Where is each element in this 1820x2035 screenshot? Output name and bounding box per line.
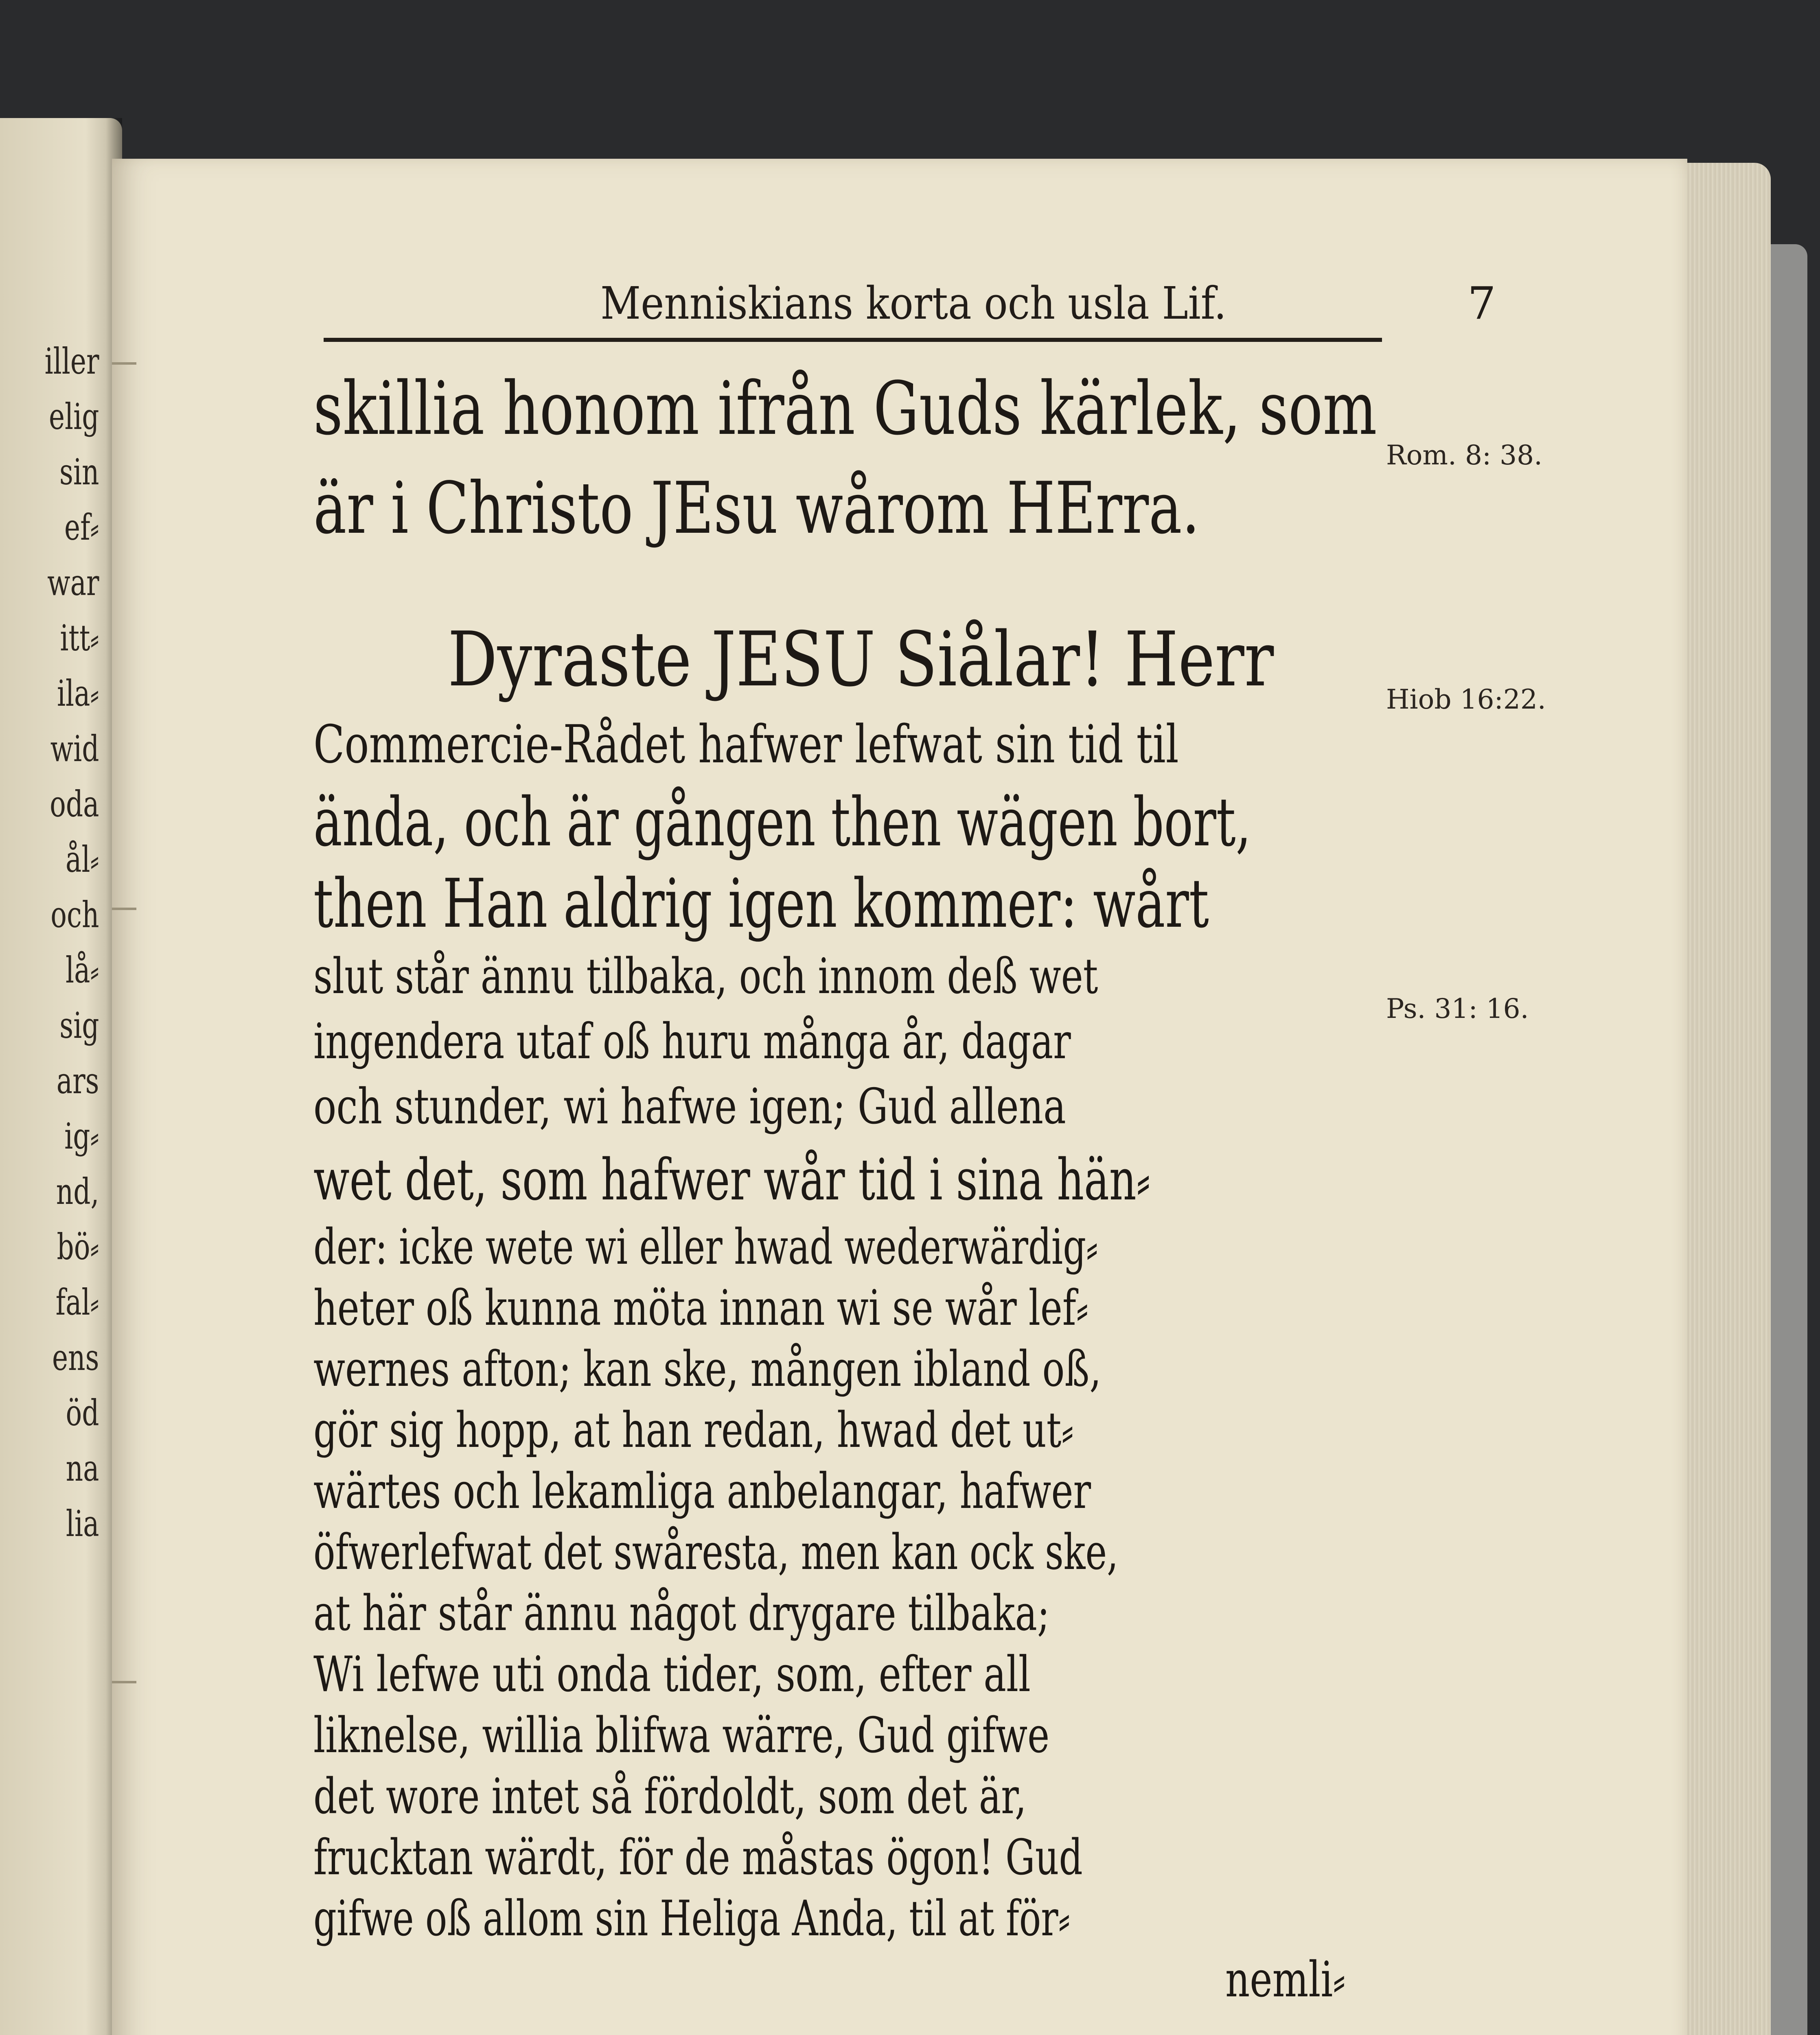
facing-page-fragment: ila⸗ bbox=[57, 672, 99, 714]
binding-stitch bbox=[112, 908, 136, 910]
facing-page-fragment: lå⸗ bbox=[66, 949, 99, 991]
body-line: Wi lefwe uti onda tider, som, efter all bbox=[313, 1646, 1031, 1703]
facing-page-fragment: ars bbox=[56, 1060, 99, 1102]
body-line: at här står ännu något drygare tilbaka; bbox=[313, 1585, 1050, 1642]
body-line: frucktan wärdt, för de måstas ögon! Gud bbox=[313, 1829, 1083, 1886]
facing-page-fragment: wid bbox=[50, 728, 99, 770]
book-page bbox=[112, 159, 1687, 2035]
facing-page-text-fragments bbox=[0, 334, 106, 1551]
page-stack-edge bbox=[1677, 163, 1771, 2035]
facing-page-fragment: oda bbox=[50, 783, 99, 825]
body-line: Dyraste JESU Siålar! Herr bbox=[448, 615, 1274, 703]
facing-page-fragment: ens bbox=[52, 1337, 99, 1379]
facing-page-fragment: nd, bbox=[56, 1171, 99, 1212]
body-line: är i Christo JEsu wårom HErra. bbox=[313, 467, 1200, 550]
body-line: gifwe oß allom sin Heliga Anda, til at för⸗ bbox=[313, 1891, 1071, 1947]
body-line: heter oß kunna möta innan wi se wår lef⸗ bbox=[313, 1280, 1088, 1337]
body-line: wärtes och lekamliga anbelangar, hafwer bbox=[313, 1463, 1091, 1520]
facing-page-fragment: och bbox=[50, 894, 99, 936]
margin-note: Rom. 8: 38. bbox=[1386, 440, 1543, 471]
facing-page-fragment: lia bbox=[66, 1503, 99, 1545]
body-line: nemli⸗ bbox=[1225, 1952, 1346, 2008]
facing-page-fragment: ef⸗ bbox=[64, 506, 99, 548]
facing-page-fragment: elig bbox=[48, 396, 99, 438]
facing-page-left bbox=[0, 118, 122, 2035]
body-line: skillia honom ifrån Guds kärlek, som bbox=[313, 366, 1377, 451]
facing-page-fragment: öd bbox=[66, 1392, 99, 1434]
header-rule bbox=[324, 338, 1382, 342]
body-line: Commercie-Rådet hafwer lefwat sin tid til bbox=[313, 714, 1179, 775]
margin-note: Ps. 31: 16. bbox=[1386, 993, 1529, 1024]
facing-page-fragment: war bbox=[47, 562, 99, 604]
page-header bbox=[499, 263, 1496, 344]
facing-page-fragment: fal⸗ bbox=[55, 1281, 99, 1323]
facing-page-fragment: sin bbox=[59, 451, 99, 493]
body-line: gör sig hopp, at han redan, hwad det ut⸗ bbox=[313, 1402, 1074, 1459]
body-line: öfwerlefwat det swåresta, men kan ock ske, bbox=[313, 1524, 1119, 1581]
body-line: ända, och är gången then wägen bort, bbox=[313, 783, 1251, 861]
facing-page-fragment: sig bbox=[59, 1004, 99, 1046]
body-line: liknelse, willia blifwa wärre, Gud gifwe bbox=[313, 1707, 1050, 1764]
margin-note: Hiob 16:22. bbox=[1386, 684, 1546, 715]
body-line: ingendera utaf oß huru många år, dagar bbox=[313, 1013, 1071, 1070]
facing-page-fragment: na bbox=[66, 1447, 99, 1489]
body-line: then Han aldrig igen kommer: wårt bbox=[313, 864, 1209, 943]
facing-page-fragment: ål⸗ bbox=[66, 838, 99, 880]
body-line: och stunder, wi hafwe igen; Gud allena bbox=[313, 1079, 1066, 1135]
facing-page-fragment: iller bbox=[44, 340, 99, 382]
body-line: der: icke wete wi eller hwad wederwärdig⸗ bbox=[313, 1219, 1098, 1276]
page-number: 7 bbox=[1467, 277, 1496, 329]
body-line: slut står ännu tilbaka, och innom deß wet bbox=[313, 948, 1098, 1005]
running-head: Menniskians korta och usla Lif. bbox=[600, 277, 1226, 329]
facing-page-fragment: itt⸗ bbox=[60, 617, 99, 659]
facing-page-fragment: ig⸗ bbox=[64, 1115, 99, 1157]
body-line: wernes afton; kan ske, mången ibland oß, bbox=[313, 1341, 1102, 1398]
body-line: det wore intet så fördoldt, som det är, bbox=[313, 1768, 1027, 1825]
body-line: wet det, som hafwer wår tid i sina hän⸗ bbox=[313, 1147, 1151, 1213]
facing-page-fragment: bö⸗ bbox=[57, 1226, 99, 1268]
binding-stitch bbox=[112, 1681, 136, 1683]
binding-stitch bbox=[112, 362, 136, 365]
